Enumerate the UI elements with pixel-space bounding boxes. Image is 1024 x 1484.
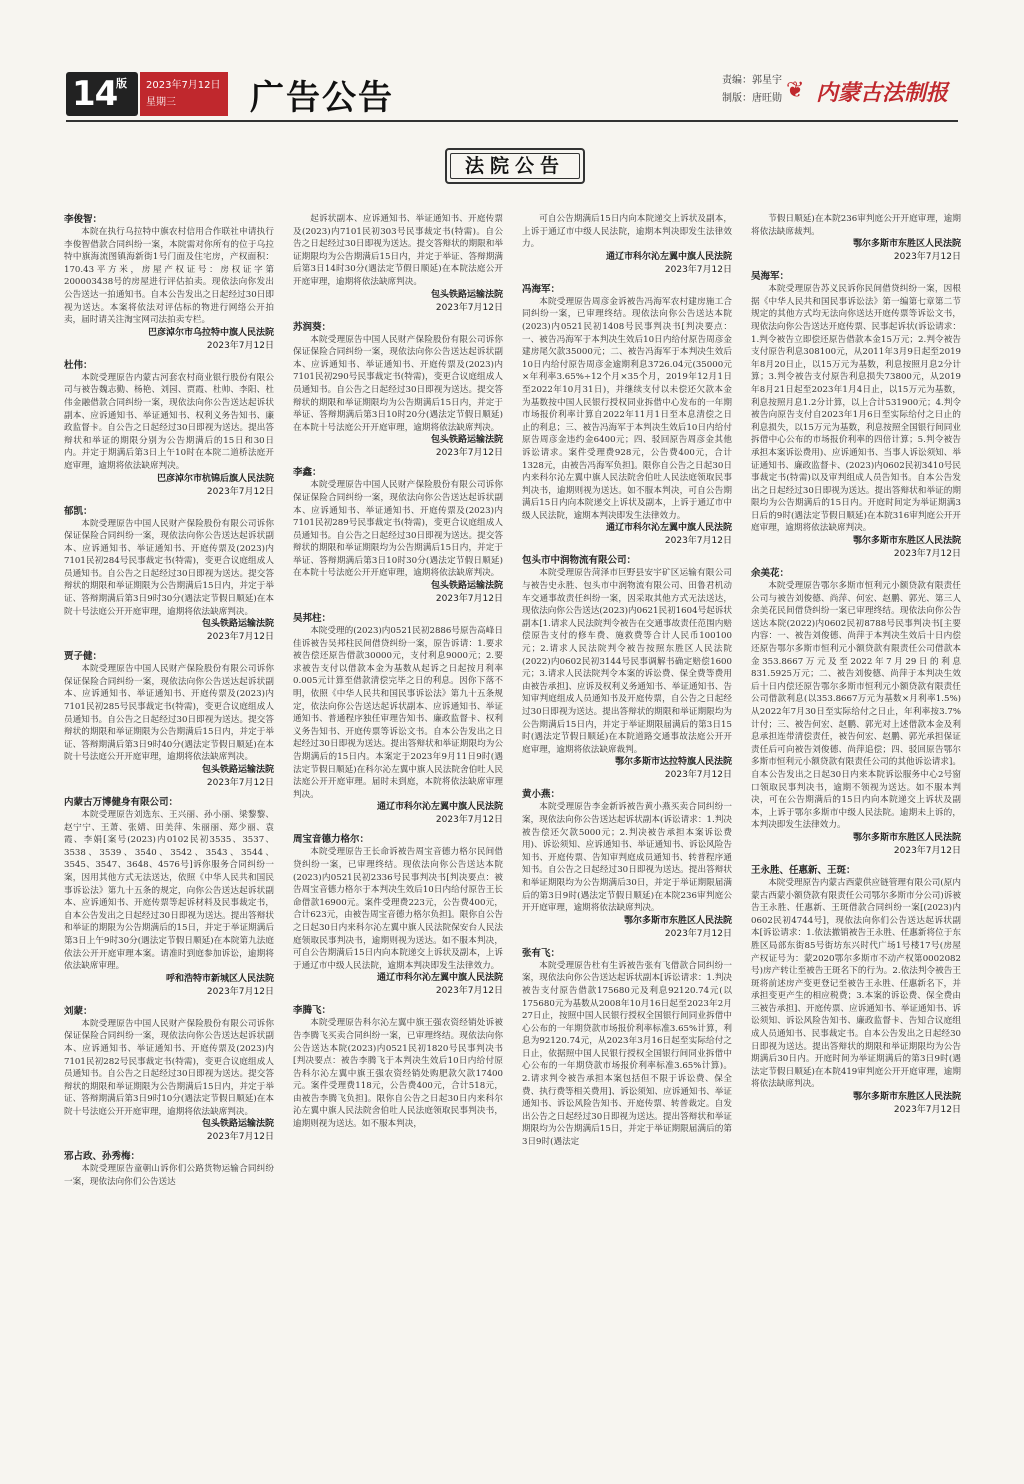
notice-body: 本院受理原告科尔沁左翼中旗王强农资经销处诉被告李腾飞买卖合同纠纷一案，已审理终结。现依法向你公告送达本院(2023)内0521民初1820号民事判决书[判决要点：被告李腾飞于本判决生效后10日内给付原告科尔沁左翼中旗王强农资经销处购肥款欠款17400元。案件受理费118元，公告费400元，合计518元，由被告李腾飞负担]。限你自公告之日起30日内来科尔沁左翼中旗人民法院舍伯吐人民法庭领取民事判决书，逾期则视为送达。如不服本判决， bbox=[293, 1018, 503, 1130]
notice-date: 2023年7月12日 bbox=[664, 770, 732, 781]
notice-court: 包头铁路运输法院 bbox=[201, 765, 274, 775]
header-divider bbox=[66, 120, 958, 122]
court-notice bbox=[293, 612, 503, 827]
notice-court: 包头铁路运输法院 bbox=[201, 619, 274, 630]
notice-date: 2023年7月12日 bbox=[206, 632, 274, 643]
court-notice bbox=[522, 788, 732, 940]
notice-addressee: 内蒙古万博健身有限公司： bbox=[64, 797, 179, 808]
notice-date: 2023年7月12日 bbox=[206, 486, 274, 497]
court-notice bbox=[751, 864, 961, 1117]
notice-court: 鄂尔多斯市东胜区人民法院 bbox=[852, 536, 961, 547]
notice-court: 通辽市科尔沁左翼中旗人民法院 bbox=[376, 802, 503, 813]
notice-date: 2023年7月12日 bbox=[435, 986, 503, 997]
notice-body: 本院受理原告中国人民财产保险股份有限公司诉你保证保险合同纠纷一案，现依法向你公告送达起诉状副本、应诉通知书、举证通知书、开庭传票及(2023)内7101民初289号民事裁定书(特需)，变更合议庭组成人员通知书。自公告之日起经过30日即视为送达。提交答辩状的期限和举证期限均为公告期满后15日内，并定于举证、答辩期满后第3日10时30分(遇法定节假日顺延)在本院十号法庭公开开庭审理，逾期将依法缺席判决。 bbox=[293, 480, 503, 579]
court-notice bbox=[522, 947, 732, 1149]
notice-addressee: 余美花： bbox=[751, 568, 790, 580]
notice-addressee: 吴邦柱： bbox=[293, 613, 332, 625]
notice-addressee: 苏润葵： bbox=[293, 321, 332, 333]
page-suffix: 版 bbox=[116, 77, 127, 90]
notice-body: 本院受理原告刘选东、王兴丽、孙小丽、梁黎黎、赵宁宁、王萧、张婧、田美萍、朱丽丽、郑少丽、袁霞、李娟[案号(2023)内0102民初3535、3537、3538、3539、3540、3542、3543、3544、3545、3547、3648、4576号]诉你服务合同纠纷一案，因用其他方式无法送达，依照《中华人民共和国民事诉讼法》第九十五条的规定，向你公告送达起诉状副本、应诉通知书、开庭传票等起诉材料及民事裁定书，自本公告发出之日起经过30日即视为送达。提出答辩状和举证的期限为公告期满后的15日，并定于举证期满后第3日上午9时30分(遇法定节假日顺延)在本院第九法庭依法公开开庭审理本案。请准时到庭参加诉讼，逾期将依法缺席审理。 bbox=[64, 810, 274, 972]
notice-body: 本院受理原告鄂尔多斯市恒利元小额贷款有限责任公司与被告刘俊德、尚萍、何宏、赵鹏、郭光、第三人余美花民间借贷纠纷一案已审理终结。现依法向你公告送达本院(2022)内0602民初8788号民事判决书[主要内容：一、被告刘俊德、尚萍于本判决生效后十日内偿还原告鄂尔多斯市恒利元小额贷款有限责任公司借款本金353.8667万元及至2022年7月29日的利息831.5925万元；二、被告刘俊德、尚萍于本判决生效后十日内偿还原告鄂尔多斯市恒利元小额贷款有限责任公司借款利息(以353.8667万元为基数×月利率1.5%)从2022年7月30日至实际给付之日止，年利率按3.7%计付；三、被告何宏、赵鹏、郭光对上述借款本金及利息承担连带清偿责任，被告何宏、赵鹏、郭光承担保证责任后可向被告刘俊德、尚萍追偿；四、驳回原告鄂尔多斯市恒利元小额贷款有限责任公司的其他诉讼请求]。自本公告发出之日起30日内来本院诉讼服务中心2号窗口领取民事判决书，逾期不领视为送达。如不服本判决，可在公告期满后的15日内向本院递交上诉状及副本，上诉于鄂尔多斯市中级人民法院。逾期未上诉的，本判决即发生法律效力。 bbox=[751, 581, 961, 831]
notice-court: 包头铁路运输法院 bbox=[430, 289, 503, 300]
notice-date: 2023年7月12日 bbox=[435, 302, 503, 313]
newspaper-logo bbox=[786, 76, 956, 106]
notice-date: 2023年7月12日 bbox=[206, 340, 274, 351]
section-banner bbox=[445, 148, 585, 184]
editor-credits bbox=[722, 72, 782, 108]
notice-addressee: 邪占政、孙秀梅： bbox=[64, 1151, 141, 1163]
notice-date: 2023年7月12日 bbox=[664, 264, 732, 275]
notice-body: 本院受理原告内蒙古西蒙供应链管理有限公司(原内蒙古西蒙小额贷款有限责任公司鄂尔多斯市分公司)诉被告王永胜、任惠新、王斑借款合同纠纷一案[(2023)内0602民初4744号]，现依法向你们公告送达起诉状副本[诉讼请求：1.依法撤销被告王永胜、任惠新将位于东胜区局部东街85号街坊东兴时代广场1号楼17号(房屋产权证号为：蒙2020鄂尔多斯市不动产权第0002082号)房产转让至被告王斑名下的行为。2.依法判令被告王斑将前述房产变更登记至被告王永胜、任惠新名下，并承担变更产生的相应税费；3.本案的诉讼费、保全费由三被告承担]、开庭传票、应诉通知书、举证通知书、诉讼须知、诉讼风险告知书、廉政监督卡、告知合议庭组成人员通知书、民事裁定书。自本公告发出之日起经30日即视为送达。提出答辩状的期限和举证期限均为公告期满后30日内。开庭时间为举证期满后的第3日9时(遇法定节假日顺延)在本院419审判庭公开开庭审理，逾期将依法缺席判决。 bbox=[751, 877, 961, 1090]
notice-addressee: 周宝音德力格尔： bbox=[293, 834, 370, 846]
notice-body: 本院受理原告菏泽市巨野县安宇矿区运输有限公司与被告史永胜、包头市中润物流有限公司、田鲁君机动车交通事故责任纠纷一案，因采取其他方式无法送达，现依法向你公告送达(2023)内0621民初1604号起诉状副本[1.请求人民法院判令被告在交通事故责任范围内赔偿原告支付的修车费、施救费等合计人民币100100元；2.请求人民法院判令被告按照东胜区人民法院(2022)内0602民初3144号民事调解书确定赔偿1600元；3.请求人民法院判令本案的诉讼费、保全费等费用由被告承担]、应诉及权利义务通知书、举证通知书、告知审判庭组成人员通知书及开庭传票，自公告之日起经过30日即视为送达。提出答辩状的期限和举证期限均为公告期满后15日内，并定于举证期限届满后的第3日15时(遇法定节假日顺延)在本院道路交通事故法庭公开开庭审理，逾期将依法缺席裁判。 bbox=[522, 568, 732, 755]
court-notice bbox=[64, 505, 274, 645]
court-notice bbox=[751, 567, 961, 858]
notice-court: 巴彦淖尔市乌拉特中旗人民法院 bbox=[147, 327, 274, 338]
court-notice bbox=[64, 1150, 274, 1188]
notice-court: 鄂尔多斯市东胜区人民法院 bbox=[852, 239, 961, 250]
notice-date: 2023年7月12日 bbox=[893, 1105, 961, 1116]
notice-date: 2023年7月12日 bbox=[206, 1132, 274, 1143]
notice-court: 通辽市科尔沁左翼中旗人民法院 bbox=[605, 251, 732, 262]
court-notice bbox=[522, 283, 732, 549]
notice-court: 包头铁路运输法院 bbox=[430, 435, 503, 446]
court-notice bbox=[751, 213, 961, 264]
issue-date: 2023年7月12日 bbox=[146, 80, 221, 91]
court-notice bbox=[522, 213, 732, 277]
column-1 bbox=[64, 213, 274, 1478]
notice-addressee: 李鑫： bbox=[293, 467, 322, 479]
court-notice bbox=[64, 796, 274, 999]
notice-court: 通辽市科尔沁左翼中旗人民法院 bbox=[605, 523, 732, 534]
column-3 bbox=[522, 213, 732, 1478]
notice-addressee: 贾子健： bbox=[64, 651, 103, 663]
court-notice bbox=[751, 270, 961, 561]
court-notice bbox=[293, 466, 503, 606]
notice-body: 可自公告期满后15日内向本院递交上诉状及副本，上诉于通辽市中级人民法院，逾期本判决即发生法律效力。 bbox=[522, 214, 732, 250]
notice-body: 起诉状副本、应诉通知书、举证通知书、开庭传票及(2023)内7101民初303号民事裁定书(特需)。自公告之日起经过30日即视为送达。提交答辩状的期限和举证期限均为公告期满后15日内，并定于举证、答辩期满后第3日14时30分(遇法定节假日顺延)在本院法庭公开开庭审理，逾期将依法缺席判决。 bbox=[293, 214, 503, 287]
notice-addressee: 黄小燕： bbox=[522, 789, 561, 801]
column-4 bbox=[751, 213, 961, 1478]
notice-court: 鄂尔多斯市东胜区人民法院 bbox=[623, 915, 732, 926]
court-notice bbox=[64, 359, 274, 499]
section-title: 广告公告 bbox=[250, 78, 394, 118]
notice-court: 呼和浩特市新城区人民法院 bbox=[165, 973, 274, 984]
notice-court: 鄂尔多斯市达拉特旗人民法院 bbox=[614, 757, 732, 768]
notice-addressee: 杜伟： bbox=[64, 359, 93, 371]
notice-date: 2023年7月12日 bbox=[893, 252, 961, 263]
notice-date: 2023年7月12日 bbox=[206, 778, 274, 788]
notice-date: 2023年7月12日 bbox=[435, 448, 503, 459]
notice-addressee: 郁凯： bbox=[64, 505, 93, 517]
notice-date: 2023年7月12日 bbox=[664, 536, 732, 547]
court-notice bbox=[293, 321, 503, 461]
notice-court: 包头铁路运输法院 bbox=[201, 1119, 274, 1130]
notice-addressee: 李俊智： bbox=[64, 214, 103, 225]
court-notice bbox=[64, 213, 274, 353]
notice-body: 本院受理原告中国人民财产保险股份有限公司诉你保证保险合同纠纷一案，现依法向你公告送达起诉状副本、应诉通知书、举证通知书、开庭传票及(2023)内7101民初284号民事裁定书(特需)，变更合议庭组成人员通知书。自公告之日起经过30日即视为送达。提交答辩状的期限和举证期限为公告期满后15日内，并定于举证、答辩期满后第3日9时30分(遇法定节假日顺延)在本院十号法庭公开开庭审理，逾期将依法缺席判决。 bbox=[64, 518, 274, 617]
notice-columns bbox=[64, 213, 964, 1478]
notice-addressee: 包头市中润物流有限公司： bbox=[522, 555, 637, 567]
column-2 bbox=[293, 213, 503, 1478]
notice-body: 本院受理原告李金新诉被告黄小燕买卖合同纠纷一案，现依法向你公告送达起诉状副本(诉讼请求：1.判决被告偿还欠款5000元；2.判决被告承担本案诉讼费用)、诉讼须知、应诉通知书、举证通知书、诉讼风险告知书、开庭传票、告知审判庭成员通知书、转普程序通知书。自公告之日起经过30日即视为送达。提出答辩状和举证期限均为公告期满后30日，并定于举证期限届满后的第3日9时(遇法定节假日顺延)在本院236审判庭公开开庭审理，逾期将依法缺席判决。 bbox=[522, 802, 732, 914]
notice-date: 2023年7月12日 bbox=[435, 815, 503, 826]
notice-addressee: 吴海军： bbox=[751, 271, 790, 283]
notice-date: 2023年7月12日 bbox=[893, 845, 961, 856]
notice-body: 本院受理原告中国人民财产保险股份有限公司诉你保证保险合同纠纷一案，现依法向你公告送达起诉状副本、应诉通知书、举证通知书、开庭传票及(2023)内7101民初282号民事裁定书(特需)，变更合议庭组成人员通知书。自公告之日起经过30日即视为送达。提交答辩状的期限和举证期限为公告期满后15日内，并定于举证、答辩期满后第3日9时10分(遇法定节假日顺延)在本院十号法庭公开开庭审理，逾期将依法缺席判决。 bbox=[64, 1018, 274, 1117]
notice-body: 本院受理的(2023)内0521民初2886号原告高峰日佳诉被告吴邦柱民间借贷纠纷一案，原告诉请：1.要求被告偿还原告借款30000元，支付利息9000元；2.要求被告支付以借款本金为基数从起诉之日起按月利率0.005元计算至借款清偿完毕之日的利息。因你下落不明，依照《中华人民共和国民事诉讼法》第九十五条规定，依法向你公告送达起诉状副本、应诉通知书、举证通知书、普通程序独任审理告知书、廉政监督卡、权利义务告知书、开庭传票等诉讼文书。自本公告发出之日起经过30日即视为送达。提出答辩状和举证期限均为公告期满后的15日内。本案定于2023年9月11日9时(遇法定节假日顺延)在科尔沁左翼中旗人民法院舍伯吐人民法庭公开开庭审理。届时未到庭，本院将依法缺席审理判决。 bbox=[293, 626, 503, 800]
notice-addressee: 张有飞： bbox=[522, 947, 561, 959]
notice-body: 本院受理原告内蒙古河套农村商业银行股份有限公司与被告魏志勤、杨艳、刘园、贾霞、杜帅、李阳、杜伟金融借款合同纠纷一案，现依法向你公告送达起诉状副本、应诉通知书、举证通知书、权利义务告知书、廉政监督卡。自公告之日起经过30日即视为送达。提出答辩状和举证的期限分别为公告期满后的15日和30日内。并定于期满后第3日上午10时在本院二道桥法庭开庭审理，逾期将依法缺席判决。 bbox=[64, 372, 274, 471]
notice-body: 本院受理原告周彦金诉被告冯海军农村建房施工合同纠纷一案，已审理终结。现依法向你公告送达本院(2023)内0521民初1408号民事判决书[判决要点：一、被告冯海军于本判决生效后10日内给付原告周彦金建房尾欠款35000元；二、被告冯海军于本判决生效后10日内给付原告周彦金逾期利息3726.04元(35000元×年利率3.65%÷12个月×35个月，2019年12月1日至2022年10月31日)，并继续支付以未偿还欠款本金为基数按中国人民银行授权同业拆借中心发布的一年期市场报价利率计算自2022年11月1日至本息清偿之日止的利息；三、被告冯海军于本判决生效后10日内给付原告周彦金违约金6400元；四、驳回原告周彦金其他诉讼请求。案件受理费928元，公告费400元，合计1328元，由被告冯海军负担]。限你自公告之日起30日内来科尔沁左翼中旗人民法院舍伯吐人民法庭领取民事判决书，逾期则视为送达。如不服本判决，可自公告期满后15日内向本院递交上诉状及副本，上诉于通辽市中级人民法院，逾期本判决即发生法律效力。 bbox=[522, 296, 732, 521]
logo-icon: ❦ bbox=[786, 78, 805, 103]
notice-body: 节假日顺延)在本院236审判庭公开开庭审理，逾期将依法缺席裁判。 bbox=[751, 214, 961, 237]
notice-addressee: 王永胜、任惠新、王斑： bbox=[751, 864, 856, 876]
court-notice bbox=[64, 650, 274, 790]
issue-date-box bbox=[140, 72, 228, 116]
page-number-badge bbox=[66, 72, 138, 116]
notice-date: 2023年7月12日 bbox=[893, 549, 961, 560]
notice-date: 2023年7月12日 bbox=[664, 928, 732, 939]
notice-court: 鄂尔多斯市东胜区人民法院 bbox=[852, 832, 961, 843]
notice-body: 本院受理原告王长命诉被告周宝音德力格尔民间借贷纠纷一案，已审理终结。现依法向你公告送达本院(2023)内0521民初2336号民事判决书[判决要点：被告周宝音德力格尔于本判决生效后10日内给付原告王长命借款16900元。案件受理费223元，公告费400元，合计623元，由被告周宝音德力格尔负担]。限你自公告之日起30日内来科尔沁左翼中旗人民法院保安台人民法庭领取民事判决书，逾期则视为送达。如不服本判决，可自公告期满后15日内向本院递交上诉状及副本，上诉于通辽市中级人民法院，逾期本判决即发生法律效力。 bbox=[293, 847, 503, 971]
notice-body: 本院受理原告中国人民财产保险股份有限公司诉你保证保险合同纠纷一案，现依法向你公告送达起诉状副本、应诉通知书、举证通知书、开庭传票及(2023)内7101民初290号民事裁定书(特需)，变更合议庭组成人员通知书。自公告之日起经过30日即视为送达。提交答辩状的期限和举证期限均为公告期满后15日内，并定于举证、答辩期满后第3日10时20分(遇法定节假日顺延)在本院十号法庭公开开庭审理，逾期将依法缺席判决。 bbox=[293, 334, 503, 433]
notice-body: 本院受理原告童朝山诉你们公路货物运输合同纠纷一案，现依法向你们公告送达 bbox=[64, 1164, 274, 1188]
court-notice bbox=[293, 833, 503, 998]
notice-date: 2023年7月12日 bbox=[206, 986, 274, 997]
notice-addressee: 李腾飞： bbox=[293, 1005, 332, 1017]
notice-date: 2023年7月12日 bbox=[435, 594, 503, 605]
notice-body: 本院受理原告杜有生诉被告张有飞借款合同纠纷一案，现依法向你公告送达起诉状副本[诉讼请求：1.判决被告支付原告借款175680元及利息92120.74元(以175680元为基数从2008年10月16日起至2023年2月27日止，按照中国人民银行授权全国银行间同业拆借中心公布的一年期贷款市场报价利率标准3.65%计算，利息为92120.74元，从2023年3月16日起至实际给付之日止，依据照中国人民银行授权全国银行间同业拆借中心公布的一年期贷款市场报价利率标准3.65%计算)。2.请求判令被告承担本案包括但不限于诉讼费、保全费、执行费等相关费用]、诉讼须知、应诉通知书、举证通知书、诉讼风险告知书、开庭传票、转普裁定。自发出公告之日起经过30日即视为送达。提出答辩状和举证期限均为公告期满后15日，并定于举证期限届满后的第3日9时(遇法定 bbox=[522, 960, 732, 1148]
layout-label: 制版：唐旺勋 bbox=[722, 93, 782, 104]
notice-body: 本院受理原告中国人民财产保险股份有限公司诉你保证保险合同纠纷一案，现依法向你公告送达起诉状副本、应诉通知书、举证通知书、开庭传票及(2023)内7101民初285号民事裁定书(特需)，变更合议庭组成人员通知书。自公告之日起经过30日即视为送达。提交答辩状的期限和举证期限为公告期满后15日内，并定于举证、答辩期满后第3日9时40分(遇法定节假日顺延)在本院十号法庭公开开庭审理，逾期将依法缺席判决。 bbox=[64, 664, 274, 763]
notice-court: 包头铁路运输法院 bbox=[430, 581, 503, 592]
notice-court: 鄂尔多斯市东胜区人民法院 bbox=[852, 1092, 961, 1103]
notice-addressee: 冯海军： bbox=[522, 283, 561, 295]
notice-court: 巴彦淖尔市杭锦后旗人民法院 bbox=[156, 473, 274, 484]
court-notice bbox=[293, 1004, 503, 1130]
court-notice bbox=[293, 213, 503, 315]
banner-title: 法院公告 bbox=[464, 155, 565, 177]
court-notice bbox=[64, 1005, 274, 1145]
issue-weekday: 星期三 bbox=[146, 97, 176, 108]
notice-addressee: 刘蒙： bbox=[64, 1005, 93, 1017]
court-notice bbox=[522, 554, 732, 782]
notice-body: 本院在执行乌拉特中旗农村信用合作联社申请执行李俊智借款合同纠纷一案，本院需对你所有的位于乌拉特中旗海流图镇海新街1号门面及住宅房，产权面积：170.43平方米，房屋产权证号：房权证字第200003438号的房屋进行评估拍卖。现依法向你发出公告送达一拍通知书。自本公告发出之日起经过30日即视为送达。本案将依法对评估标的物进行网络公开拍卖，届时请关注淘宝网司法拍卖专栏。 bbox=[64, 227, 274, 326]
notice-body: 本院受理原告苏义民诉你民间借贷纠纷一案，因根据《中华人民共和国民事诉讼法》第一编第七章第二节规定的其他方式均无法向你送达开庭传票等诉讼文书，现依法向你公告送达开庭传票、民事起诉状(诉讼请求：1.判令被告立即偿还原告借款本金15万元；2.判令被告支付原告利息308100元，从2011年3月9日起至2019年8月20日止，以15万元为基数，利息按照月息2分计算；3.判令被告支付原告利息损失73800元，从2019年8月21日起至2023年1月4日止，以15万元为基数，利息按照月息1.2分计算，以上合计531900元；4.判令被告向原告支付自2023年1月6日至实际给付之日止的利息损失，以15万元为基数，利息按照全国银行间同业拆借中心公布的市场报价利率的四倍计算；5.判令被告承担本案诉讼费用)、应诉通知书、当事人诉讼须知、举证通知书、廉政监督卡、(2023)内0602民初3410号民事裁定书(特需)以及审判组成人员告知书。自本公告发出之日起经过30日即视为送达。提出答辩状和举证的期限均为公告期满后的15日内。开庭时间定为举证期满3日后的9时(遇法定节假日顺延)在本院316审判庭公开开庭审理，逾期将依法缺席判决。 bbox=[751, 284, 961, 534]
editor-label: 责编：郭星宇 bbox=[722, 75, 782, 86]
notice-court: 通辽市科尔沁左翼中旗人民法院 bbox=[376, 973, 503, 984]
page-header bbox=[0, 0, 1024, 130]
brand-name: 内蒙古法制报 bbox=[816, 80, 949, 106]
page-number: 14 bbox=[72, 74, 118, 114]
